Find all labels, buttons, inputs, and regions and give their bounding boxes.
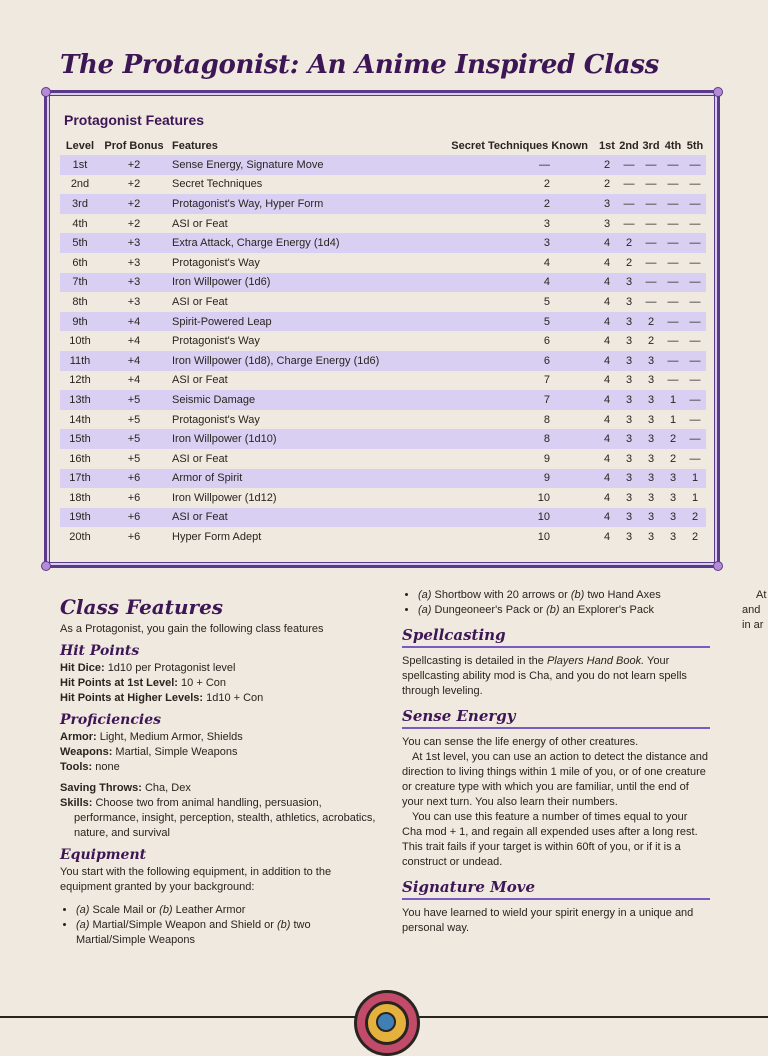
table-body <box>60 155 706 547</box>
table-cell-features: ASI or Feat <box>172 452 228 465</box>
table-cell-s4: — <box>662 273 684 293</box>
class-features-heading: Class Features <box>60 595 224 619</box>
table-cell-secret: 2 <box>418 194 596 214</box>
table-cell-s5: — <box>689 374 701 387</box>
table-cell-s4: 3 <box>669 531 677 544</box>
table-cell-level: 7th <box>60 273 100 293</box>
table-cell-s1: 4 <box>596 429 618 449</box>
table-cell-prof: +5 <box>127 413 141 426</box>
table-cell-secret: 10 <box>537 491 550 504</box>
table-cell-s5: 2 <box>691 531 699 544</box>
frame-corner-ornament <box>41 87 51 97</box>
table-title: Protagonist Features <box>64 112 205 128</box>
table-cell-features: Sense Energy, Signature Move <box>168 155 418 175</box>
hp-higher-levels-line: Hit Points at Higher Levels: 1d10 + Con <box>60 692 264 704</box>
table-cell-s5: — <box>689 217 701 230</box>
sense-energy-p2: At 1st level, you can use an action to detect the distance and direction to living things within 1 mile of you, or of one creature or creature type with which you are familiar, until the end of your next turn. You also learn their numbers. <box>402 751 708 808</box>
table-row <box>60 410 706 430</box>
table-cell-features: Secret Techniques <box>172 178 263 191</box>
fragment-line: in ar <box>742 619 764 631</box>
table-cell-level: 9th <box>60 312 100 332</box>
table-cell-s1: 3 <box>596 194 618 214</box>
table-cell-prof: +2 <box>100 194 168 214</box>
table-row <box>60 253 706 273</box>
table-cell-s2: 3 <box>618 469 640 489</box>
signature-move-heading: Signature Move <box>402 876 710 900</box>
table-cell-s3: 3 <box>640 469 662 489</box>
table-cell-level: 11th <box>60 351 100 371</box>
list-item: • (a) Martial/Simple Weapon and Shield or (b) two Martial/Simple Weapons <box>76 918 380 948</box>
table-cell-prof: +4 <box>100 312 168 332</box>
table-cell-prof: +2 <box>127 217 141 230</box>
equipment-list-continued <box>402 588 710 618</box>
table-cell-s3: — <box>645 256 657 269</box>
frame-corner-ornament <box>41 561 51 571</box>
table-row <box>60 175 706 195</box>
table-cell-features: ASI or Feat <box>172 295 228 308</box>
list-item: • (a) Dungeoneer's Pack or (b) an Explorer's Pack <box>418 603 710 618</box>
table-row <box>60 351 706 371</box>
hp-first-level-line: Hit Points at 1st Level: 10 + Con <box>60 677 226 689</box>
table-cell-s5: — <box>684 429 706 449</box>
left-column <box>60 592 380 948</box>
table-cell-level: 14th <box>69 413 91 426</box>
table-cell-features: ASI or Feat <box>172 217 228 230</box>
table-cell-features: Protagonist's Way <box>172 256 260 269</box>
table-cell-s5: — <box>684 155 706 175</box>
table-cell-s5: — <box>689 178 701 191</box>
table-cell-s1: 2 <box>603 178 611 191</box>
table-cell-level: 12th <box>69 374 91 387</box>
table-cell-s5: 1 <box>691 491 699 504</box>
table-cell-s1: 4 <box>596 273 618 293</box>
table-cell-level: 16th <box>69 452 91 465</box>
table-cell-s2: 3 <box>618 429 640 449</box>
proficiencies-heading: Proficiencies <box>60 712 161 728</box>
table-cell-s3: — <box>645 295 657 308</box>
header-slot-3rd: 3rd <box>642 140 660 152</box>
table-cell-s3: 2 <box>640 312 662 332</box>
table-cell-level: 10th <box>69 335 91 348</box>
table-cell-s1: 4 <box>596 233 618 253</box>
table-cell-s1: 4 <box>596 469 618 489</box>
table-cell-s4: — <box>667 256 679 269</box>
table-cell-s1: 4 <box>603 491 611 504</box>
table-cell-s1: 4 <box>596 390 618 410</box>
table-row <box>60 312 706 332</box>
table-cell-prof: +4 <box>127 335 141 348</box>
armor-line: Armor: Light, Medium Armor, Shields <box>60 731 243 743</box>
table-cell-secret: 4 <box>418 273 596 293</box>
table-cell-level: 5th <box>60 233 100 253</box>
header-slot-2nd: 2nd <box>619 140 639 152</box>
table-cell-features: Iron Willpower (1d12) <box>172 491 277 504</box>
table-cell-level: 4th <box>72 217 88 230</box>
table-cell-s1: 4 <box>603 452 611 465</box>
table-cell-secret: 8 <box>543 413 550 426</box>
table-cell-level: 20th <box>69 531 91 544</box>
table-cell-s5: — <box>684 351 706 371</box>
table-cell-s3: — <box>645 217 657 230</box>
table-cell-prof: +6 <box>100 469 168 489</box>
table-cell-prof: +5 <box>100 429 168 449</box>
equipment-intro: You start with the following equipment, in addition to the equipment granted by your background: <box>60 866 332 893</box>
table-cell-secret: 6 <box>543 335 550 348</box>
table-cell-s3: 3 <box>640 351 662 371</box>
table-cell-s1: 4 <box>603 256 611 269</box>
table-cell-s5: 2 <box>684 508 706 528</box>
table-cell-s4: — <box>667 335 679 348</box>
table-cell-s2: 3 <box>618 390 640 410</box>
header-secret-techniques: Secret Techniques Known <box>451 140 588 152</box>
table-cell-s5: — <box>689 413 701 426</box>
table-row <box>60 488 706 508</box>
table-cell-s3: 3 <box>640 429 662 449</box>
list-item: • (a) Shortbow with 20 arrows or (b) two Hand Axes <box>418 588 710 603</box>
table-cell-prof: +4 <box>127 374 141 387</box>
table-cell-s4: — <box>667 178 679 191</box>
table-cell-s5: — <box>684 233 706 253</box>
header-level: Level <box>65 140 95 152</box>
table-cell-s1: 4 <box>596 312 618 332</box>
table-cell-level: 2nd <box>70 178 90 191</box>
table-cell-secret: 9 <box>543 452 550 465</box>
table-cell-s2: — <box>618 194 640 214</box>
table-cell-level: 17th <box>60 469 100 489</box>
table-row <box>60 155 706 175</box>
table-cell-s3: — <box>640 194 662 214</box>
frame-corner-ornament <box>713 561 723 571</box>
equipment-heading: Equipment <box>60 847 147 863</box>
table-cell-features: ASI or Feat <box>168 508 418 528</box>
table-cell-s2: 3 <box>618 508 640 528</box>
table-row <box>60 429 706 449</box>
table-cell-s4: 2 <box>669 452 677 465</box>
table-cell-s3: 2 <box>647 335 655 348</box>
table-cell-s3: 3 <box>640 508 662 528</box>
table-cell-s5: — <box>689 295 701 308</box>
table-cell-secret: 2 <box>543 178 550 191</box>
table-cell-features: Protagonist's Way <box>172 413 260 426</box>
table-cell-s2: 2 <box>625 256 633 269</box>
table-cell-secret: — <box>418 155 596 175</box>
table-cell-features: Iron Willpower (1d10) <box>168 429 418 449</box>
table-cell-level: 1st <box>60 155 100 175</box>
equipment-list <box>60 903 380 948</box>
table-cell-s5: — <box>684 194 706 214</box>
table-cell-s1: 4 <box>603 374 611 387</box>
table-cell-secret: 5 <box>543 295 550 308</box>
table-cell-secret: 6 <box>418 351 596 371</box>
table-cell-features: Armor of Spirit <box>168 469 418 489</box>
table-cell-s5: — <box>684 390 706 410</box>
sense-energy-p1: You can sense the life energy of other creatures. <box>402 736 639 748</box>
table-cell-s2: — <box>623 178 635 191</box>
table-cell-s2: 3 <box>625 335 633 348</box>
table-cell-level: 8th <box>72 295 88 308</box>
table-cell-s4: — <box>662 312 684 332</box>
table-cell-s4: 3 <box>669 491 677 504</box>
table-cell-level: 15th <box>60 429 100 449</box>
table-cell-s2: 3 <box>618 273 640 293</box>
sense-energy-heading: Sense Energy <box>402 705 710 729</box>
table-cell-s3: — <box>640 273 662 293</box>
table-cell-s5: — <box>684 273 706 293</box>
table-cell-secret: 7 <box>543 374 550 387</box>
table-cell-s1: 2 <box>596 155 618 175</box>
table-cell-secret: 4 <box>543 256 550 269</box>
table-cell-s2: 2 <box>618 233 640 253</box>
table-cell-s3: — <box>640 233 662 253</box>
table-cell-prof: +6 <box>127 531 141 544</box>
table-cell-s3: 3 <box>647 374 655 387</box>
spellcasting-text: Spellcasting is detailed in the Players Hand Book. Your spellcasting ability mod is Cha, and you do not learn spells through leveling. <box>402 655 687 697</box>
table-cell-s2: 3 <box>625 374 633 387</box>
table-cell-s5: — <box>689 335 701 348</box>
table-cell-s4: — <box>667 374 679 387</box>
table-cell-features: Extra Attack, Charge Energy (1d4) <box>168 233 418 253</box>
table-cell-s2: — <box>618 155 640 175</box>
table-cell-s4: — <box>667 295 679 308</box>
header-slot-4th: 4th <box>664 140 682 152</box>
table-cell-prof: +3 <box>127 256 141 269</box>
hit-dice-line: Hit Dice: 1d10 per Protagonist level <box>60 662 236 674</box>
table-cell-prof: +2 <box>127 178 141 191</box>
table-cell-s2: 3 <box>625 295 633 308</box>
table-cell-secret: 10 <box>537 531 550 544</box>
table-cell-s1: 4 <box>603 413 611 426</box>
table-cell-prof: +2 <box>100 155 168 175</box>
table-cell-features: Protagonist's Way <box>172 335 260 348</box>
table-row <box>60 527 706 547</box>
table-cell-prof: +3 <box>127 295 141 308</box>
page-title: The Protagonist: An Anime Inspired Class <box>60 50 660 80</box>
table-cell-s4: 3 <box>662 469 684 489</box>
table-cell-secret: 10 <box>418 508 596 528</box>
table-cell-s4: — <box>667 217 679 230</box>
table-cell-s2: 3 <box>625 531 633 544</box>
table-cell-s2: 3 <box>625 413 633 426</box>
table-row <box>60 214 706 234</box>
header-features: Features <box>172 140 218 152</box>
table-cell-s1: 4 <box>596 351 618 371</box>
table-row <box>60 449 706 469</box>
table-cell-level: 18th <box>69 491 91 504</box>
table-row <box>60 194 706 214</box>
table-cell-s5: — <box>684 312 706 332</box>
table-cell-s4: 1 <box>662 390 684 410</box>
table-cell-features: Iron Willpower (1d8), Charge Energy (1d6) <box>168 351 418 371</box>
table-cell-s1: 4 <box>603 531 611 544</box>
tools-line: Tools: none <box>60 761 120 773</box>
table-cell-s3: 3 <box>647 452 655 465</box>
table-cell-s5: 1 <box>684 469 706 489</box>
table-cell-s1: 4 <box>596 508 618 528</box>
table-cell-s1: 4 <box>603 335 611 348</box>
table-cell-s4: 1 <box>669 413 677 426</box>
hit-points-heading: Hit Points <box>60 643 140 659</box>
table-cell-s4: 3 <box>662 508 684 528</box>
table-cell-level: 13th <box>60 390 100 410</box>
table-row <box>60 508 706 528</box>
table-cell-prof: +3 <box>100 273 168 293</box>
sense-energy-p3: You can use this feature a number of times equal to your Cha mod + 1, and regain all expended uses after a long rest. This trait fails if your target is within 60ft of you, or if it is a construct or undead. <box>402 811 698 868</box>
table-cell-secret: 9 <box>418 469 596 489</box>
table-cell-s5: — <box>689 256 701 269</box>
table-cell-s3: 3 <box>647 531 655 544</box>
table-cell-features: Hyper Form Adept <box>172 531 262 544</box>
weapons-line: Weapons: Martial, Simple Weapons <box>60 746 238 758</box>
table-cell-s4: — <box>662 351 684 371</box>
stained-glass-ornament <box>354 990 420 1056</box>
table-cell-s3: — <box>640 155 662 175</box>
table-cell-prof: +3 <box>100 233 168 253</box>
table-cell-s2: 3 <box>618 351 640 371</box>
table-cell-s4: — <box>662 194 684 214</box>
table-cell-s1: 4 <box>603 295 611 308</box>
table-row <box>60 292 706 312</box>
table-cell-features: ASI or Feat <box>172 374 228 387</box>
table-cell-s2: — <box>623 217 635 230</box>
header-prof-bonus: Prof Bonus <box>104 140 164 152</box>
table-cell-level: 3rd <box>60 194 100 214</box>
table-cell-s1: 3 <box>603 217 611 230</box>
table-cell-prof: +6 <box>127 491 141 504</box>
fragment-line: and <box>742 604 761 616</box>
list-item: • (a) Scale Mail or (b) Leather Armor <box>76 903 380 918</box>
table-row <box>60 371 706 391</box>
table-cell-features: Iron Willpower (1d6) <box>168 273 418 293</box>
table-cell-s4: — <box>662 233 684 253</box>
table-cell-secret: 3 <box>543 217 550 230</box>
table-cell-prof: +5 <box>100 390 168 410</box>
header-slot-5th: 5th <box>686 140 704 152</box>
right-column-fragment <box>742 588 768 633</box>
table-cell-s4: 2 <box>662 429 684 449</box>
table-row <box>60 469 706 489</box>
table-cell-s3: 3 <box>640 390 662 410</box>
table-row <box>60 331 706 351</box>
table-header-row <box>60 137 706 155</box>
table-cell-s2: 3 <box>625 452 633 465</box>
table-cell-secret: 7 <box>418 390 596 410</box>
table-cell-prof: +5 <box>127 452 141 465</box>
table-cell-features: Seismic Damage <box>168 390 418 410</box>
table-cell-prof: +6 <box>100 508 168 528</box>
table-cell-s2: 3 <box>618 312 640 332</box>
saving-throws-line: Saving Throws: Cha, Dex <box>60 782 191 794</box>
fragment-line: At <box>756 589 767 601</box>
table-cell-features: Spirit-Powered Leap <box>168 312 418 332</box>
table-cell-level: 6th <box>72 256 88 269</box>
table-row <box>60 273 706 293</box>
table-cell-s3: — <box>645 178 657 191</box>
table-cell-level: 19th <box>60 508 100 528</box>
ornament-core <box>376 1012 396 1032</box>
table-cell-secret: 5 <box>418 312 596 332</box>
table-cell-s5: — <box>689 452 701 465</box>
middle-column <box>402 588 710 936</box>
table-cell-s3: 3 <box>647 491 655 504</box>
header-slot-1st: 1st <box>599 140 615 152</box>
skills-line: Skills: Choose two from animal handling, persuasion, performance, insight, perception, stealth, athletics, acrobatics, nature, and survival <box>60 797 376 839</box>
table-cell-secret: 8 <box>418 429 596 449</box>
table-cell-prof: +4 <box>100 351 168 371</box>
signature-move-p1: You have learned to wield your spirit energy in a unique and personal way. <box>402 907 694 934</box>
class-features-intro: As a Protagonist, you gain the following class features <box>60 623 324 635</box>
features-table <box>60 137 706 547</box>
table-cell-secret: 3 <box>418 233 596 253</box>
table-row <box>60 390 706 410</box>
table-row <box>60 233 706 253</box>
table-cell-s3: 3 <box>647 413 655 426</box>
table-cell-s2: 3 <box>625 491 633 504</box>
table-cell-s4: — <box>662 155 684 175</box>
table-cell-features: Protagonist's Way, Hyper Form <box>168 194 418 214</box>
frame-corner-ornament <box>713 87 723 97</box>
spellcasting-heading: Spellcasting <box>402 624 710 648</box>
